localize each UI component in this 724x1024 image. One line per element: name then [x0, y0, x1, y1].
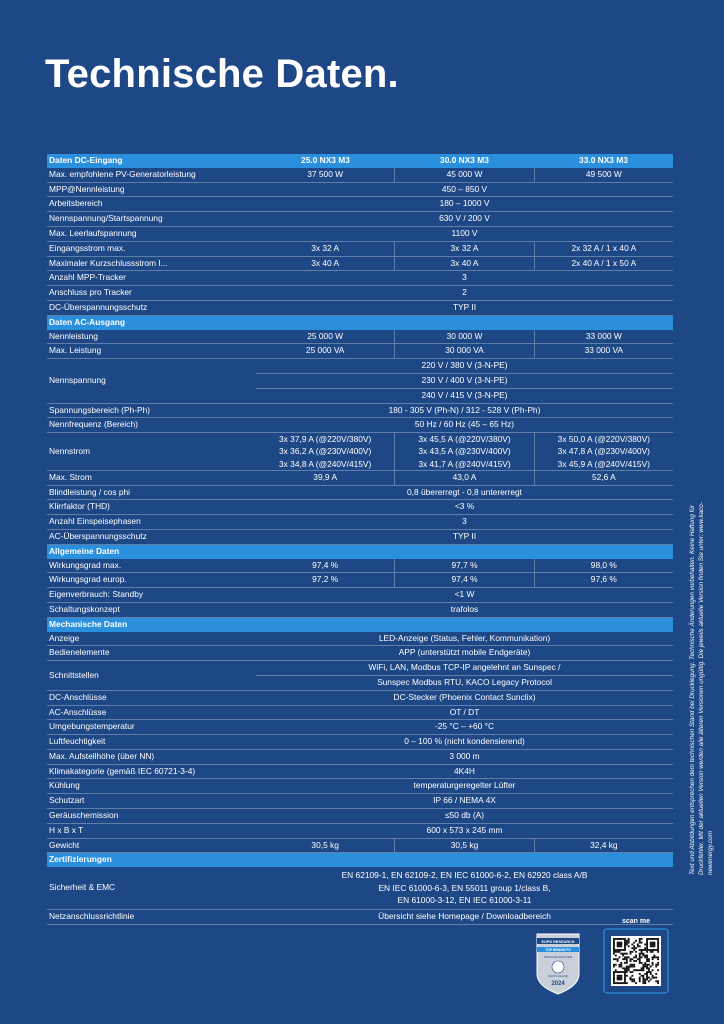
- spec-value: 52,6 A: [591, 471, 616, 482]
- spec-label: Anzahl MPP-Tracker: [49, 272, 126, 283]
- spec-row: [47, 661, 673, 691]
- spec-value-line: EN 61000-3-12, EN IEC 61000-3-11: [397, 895, 532, 906]
- spec-row: [47, 301, 673, 316]
- spec-value: 50 Hz / 60 Hz (45 – 65 Hz): [414, 419, 515, 430]
- spec-label: Gewicht: [49, 839, 80, 850]
- spec-row: [47, 330, 673, 345]
- spec-value: temperaturgeregelter Lüfter: [413, 780, 516, 791]
- spec-label: Geräuschemission: [49, 810, 119, 821]
- spec-value-line: 3x 37,9 A (@220V/380V): [279, 434, 372, 445]
- spec-row: [47, 530, 673, 545]
- section-title: Mechanische Daten: [49, 618, 128, 629]
- badge-line1: EUPD RESEARCH: [541, 939, 575, 944]
- spec-value: 0 – 100 % (nicht kondensierend): [404, 736, 525, 747]
- spec-row: [47, 765, 673, 780]
- spec-label: Luftfeuchtigkeit: [49, 736, 106, 747]
- spec-value: 3: [462, 272, 467, 283]
- spec-row: [47, 588, 673, 603]
- spec-row: [47, 500, 673, 515]
- spec-label: MPP@Nennleistung: [49, 183, 125, 194]
- spec-label: Max. empfohlene PV-Generatorleistung: [49, 168, 196, 179]
- spec-value: ≤50 db (A): [444, 810, 485, 821]
- spec-row: [47, 706, 673, 721]
- spec-value: 97,4 %: [394, 573, 534, 587]
- spec-value: 49 500 W: [585, 168, 622, 179]
- spec-label: Max. Leistung: [49, 345, 102, 356]
- spec-label: Schnittstellen: [49, 669, 99, 680]
- spec-label: Max. Aufstellhöhe (über NN): [49, 750, 155, 761]
- spec-row: [47, 242, 673, 257]
- spec-value-line: EN IEC 61000-6-3, EN 55011 group 1/class B,: [378, 882, 551, 893]
- spec-label: AC-Überspannungsschutz: [49, 530, 147, 541]
- spec-value: TYP II: [452, 301, 477, 312]
- spec-value: 0,8 übererregt - 0,8 untererregt: [407, 486, 522, 497]
- spec-value-line: 3x 34,8 A (@240V/415V): [279, 458, 372, 469]
- spec-row: [47, 212, 673, 227]
- section-header: [47, 545, 673, 559]
- spec-value: 3 000 m: [449, 750, 480, 761]
- model-column-header: 25.0 NX3 M3: [301, 155, 350, 165]
- badge-year: 2024: [551, 981, 565, 987]
- spec-value: 2x 40 A / 1 x 50 A: [571, 257, 637, 268]
- spec-value: 3: [462, 516, 467, 527]
- spec-row: [47, 910, 673, 925]
- spec-row: [47, 794, 673, 809]
- spec-label: Schaltungskonzept: [49, 603, 120, 614]
- spec-label: AC-Anschlüsse: [49, 706, 107, 717]
- spec-value: 30 000 VA: [394, 344, 534, 358]
- disclaimer-text: Text und Abbildungen entsprechen dem technischen Stand bei Drucklegung. Technische Änderungen vorbehalten. Keine Haftung für Druckfehler. Mit der aktuellen Version werden alle älteren Versionen ungültig. Die jeweils aktuelle Version finden Sie unter: www.kaco-newenergy.com: [689, 502, 714, 875]
- spec-row: [47, 197, 673, 212]
- spec-label: DC-Anschlüsse: [49, 691, 107, 702]
- spec-value: 3x 40 A: [394, 257, 534, 271]
- spec-value: 25 000 W: [307, 330, 344, 341]
- spec-row: [47, 418, 673, 433]
- spec-label: Blindleistung / cos phi: [49, 486, 131, 497]
- spec-value-line: 3x 45,5 A (@220V/380V): [418, 434, 511, 445]
- spec-value: 43,0 A: [394, 471, 534, 485]
- spec-row: [47, 720, 673, 735]
- spec-label: Wirkungsgrad europ.: [49, 574, 127, 585]
- spec-value: 630 V / 200 V: [439, 213, 490, 224]
- spec-value: LED-Anzeige (Status, Fehler, Kommunikation): [378, 632, 551, 643]
- spec-row: [47, 559, 673, 574]
- spec-value: 32,4 kg: [590, 839, 618, 850]
- spec-row: [47, 286, 673, 301]
- spec-value: IP 66 / NEMA 4X: [433, 795, 496, 806]
- spec-value: <3 %: [454, 501, 475, 512]
- spec-value: 97,7 %: [394, 559, 534, 573]
- spec-label: Nennspannung/Startspannung: [49, 213, 163, 224]
- spec-label: Sicherheit & EMC: [49, 882, 116, 893]
- spec-value-line: 3x 36,2 A (@230V/400V): [279, 446, 372, 457]
- spec-label: Eigenverbrauch: Standby: [49, 589, 144, 600]
- badge-line4: DEUTSCHLAND: [548, 975, 568, 978]
- spec-label: Schutzart: [49, 795, 85, 806]
- spec-row: [47, 735, 673, 750]
- spec-value: 3x 32 A: [311, 242, 340, 253]
- spec-label: Eingangsstrom max.: [49, 242, 126, 253]
- spec-row: [47, 515, 673, 530]
- spec-label: Nennfrequenz (Bereich): [49, 419, 138, 430]
- spec-value: APP (unterstützt mobile Endgeräte): [398, 647, 531, 658]
- spec-label: DC-Überspannungsschutz: [49, 301, 148, 312]
- model-column-header: 33.0 NX3 M3: [579, 155, 628, 165]
- spec-value-line: 240 V / 415 V (3-N-PE): [421, 389, 508, 400]
- spec-value: TYP II: [452, 530, 477, 541]
- section-header: [47, 853, 673, 867]
- spec-value-line: 220 V / 380 V (3-N-PE): [256, 359, 673, 374]
- spec-value: DC-Stecker (Phoenix Contact Sunclix): [393, 691, 536, 702]
- spec-value-line: WiFi, LAN, Modbus TCP-IP angelehnt an Sunspec /: [256, 661, 673, 676]
- spec-row: [47, 779, 673, 794]
- spec-row: [47, 344, 673, 359]
- spec-label: Maximaler Kurzschlussstrom I...: [49, 257, 168, 268]
- section-header: [47, 618, 673, 632]
- spec-label: Spannungsbereich (Ph-Ph): [49, 404, 151, 415]
- spec-row: [47, 839, 673, 854]
- spec-row: [47, 691, 673, 706]
- spec-label: Kühlung: [49, 780, 80, 791]
- spec-row: [47, 433, 673, 471]
- spec-value: 33 000 W: [585, 330, 622, 341]
- spec-row: [47, 486, 673, 501]
- spec-row: [47, 404, 673, 419]
- spec-row: [47, 359, 673, 403]
- spec-label: Anzeige: [49, 632, 80, 643]
- spec-value-line: 3x 45,9 A (@240V/415V): [557, 458, 650, 469]
- spec-value: 39,9 A: [313, 471, 338, 482]
- spec-value-line: Sunspec Modbus RTU, KACO Legacy Protocol: [377, 676, 552, 687]
- spec-value: 4K4H: [454, 765, 475, 776]
- spec-value: trafolos: [450, 603, 479, 614]
- spec-value-line: 3x 43,5 A (@230V/400V): [418, 446, 511, 457]
- spec-row: [47, 227, 673, 242]
- spec-value: 97,6 %: [590, 574, 617, 585]
- spec-value: OT / DT: [449, 706, 480, 717]
- eupd-top-brand-badge: [533, 930, 583, 996]
- spec-value-line: EN 62109-1, EN 62109-2, EN IEC 61000-6-2, EN 62920 class A/B: [341, 870, 588, 881]
- spec-label: Max. Strom: [49, 471, 92, 482]
- spec-label: Umgebungstemperatur: [49, 721, 135, 732]
- spec-table: [47, 154, 673, 925]
- spec-value: 3x 40 A: [311, 257, 340, 268]
- spec-value: 30,5 kg: [394, 839, 534, 853]
- spec-label: Netzanschlussrichtlinie: [49, 911, 135, 922]
- spec-value: 37 500 W: [307, 168, 344, 179]
- section-title: Daten DC-Eingang: [49, 155, 123, 165]
- spec-label: Wirkungsgrad max.: [49, 559, 122, 570]
- spec-value: 600 x 573 x 245 mm: [426, 824, 503, 835]
- spec-row: [47, 257, 673, 272]
- spec-value: <1 W: [454, 589, 475, 600]
- spec-value: 2x 32 A / 1 x 40 A: [571, 242, 637, 253]
- section-header: [47, 316, 673, 330]
- spec-row: [47, 471, 673, 486]
- spec-row: [47, 168, 673, 183]
- spec-label: Klimakategorie (gemäß IEC 60721-3-4): [49, 765, 196, 776]
- spec-value: -25 °C – +60 °C: [434, 721, 495, 732]
- spec-row: [47, 183, 673, 198]
- qr-code[interactable]: [603, 928, 669, 994]
- spec-value-line: 3x 47,8 A (@230V/400V): [557, 446, 650, 457]
- section-title: Daten AC-Ausgang: [49, 316, 125, 327]
- spec-value: 45 000 W: [394, 168, 534, 182]
- spec-value: 97,4 %: [312, 559, 339, 570]
- page-title: Technische Daten.: [45, 52, 399, 96]
- spec-row: [47, 824, 673, 839]
- spec-value-line: 3x 41,7 A (@240V/415V): [418, 458, 511, 469]
- spec-value: 25 000 VA: [305, 345, 345, 356]
- spec-value: 30,5 kg: [311, 839, 339, 850]
- spec-row: [47, 573, 673, 588]
- spec-value: 1100 V: [451, 227, 478, 238]
- spec-value: 30 000 W: [394, 330, 534, 344]
- spec-label: Anzahl Einspeisephasen: [49, 516, 141, 527]
- spec-value: 180 – 1000 V: [439, 198, 490, 209]
- spec-label: Nennspannung: [49, 374, 106, 385]
- badge-line3: WECHSELRICHTER: [543, 955, 573, 959]
- spec-label: Klirrfaktor (THD): [49, 501, 110, 512]
- section-header: [47, 154, 673, 168]
- spec-row: [47, 603, 673, 618]
- spec-label: Anschluss pro Tracker: [49, 287, 132, 298]
- spec-label: H x B x T: [49, 824, 84, 835]
- spec-label: Arbeitsbereich: [49, 198, 103, 209]
- spec-row: [47, 809, 673, 824]
- spec-value: 450 – 850 V: [441, 183, 488, 194]
- spec-value: 3x 32 A: [394, 242, 534, 256]
- spec-value: 2: [462, 287, 467, 298]
- spec-label: Nennstrom: [49, 445, 90, 456]
- spec-value: 180 - 305 V (Ph-N) / 312 - 528 V (Ph-Ph): [388, 404, 541, 415]
- spec-row: [47, 750, 673, 765]
- spec-label: Bedienelemente: [49, 647, 110, 658]
- model-column-header: 30.0 NX3 M3: [440, 155, 489, 165]
- section-title: Allgemeine Daten: [49, 545, 120, 556]
- spec-value-line: 230 V / 400 V (3-N-PE): [256, 374, 673, 389]
- section-title: Zertifizierungen: [49, 854, 112, 865]
- scan-me-label: scan me: [621, 918, 651, 925]
- spec-row: [47, 271, 673, 286]
- spec-row: [47, 646, 673, 661]
- spec-row: [47, 632, 673, 647]
- spec-row: [47, 867, 673, 910]
- spec-value: 33 000 VA: [584, 345, 624, 356]
- badge-line2: TOP BRAND PV: [545, 947, 571, 952]
- spec-value: 97,2 %: [312, 574, 339, 585]
- spec-label: Nennleistung: [49, 330, 98, 341]
- spec-value: 98,0 %: [590, 559, 617, 570]
- spec-value-line: 3x 50,0 A (@220V/380V): [557, 434, 650, 445]
- spec-value: Übersicht siehe Homepage / Downloadbereich: [378, 911, 551, 922]
- spec-label: Max. Leerlaufspannung: [49, 227, 137, 238]
